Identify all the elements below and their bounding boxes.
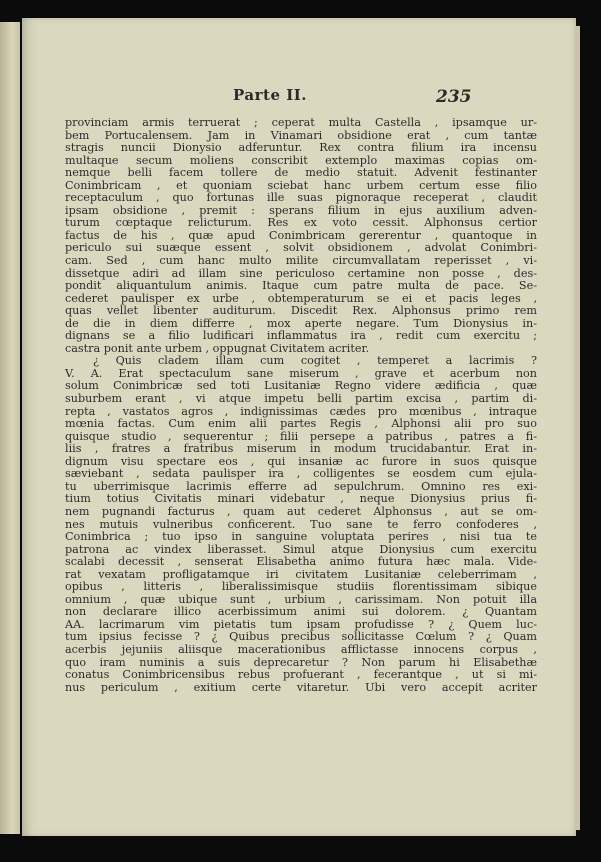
text-line: nes mutuis vulneribus conficerent. Tuo sane te ferro confoderes , bbox=[65, 517, 537, 531]
text-line: conatus Conimbricensibus rebus profuerant , fecerantque , ut si mi- bbox=[65, 668, 537, 682]
text-line: omnium , quæ ubique sunt , urbium , carissimam. Non potuit illa bbox=[65, 592, 537, 606]
text-line: dignum visu spectare eos , qui insaniæ ac furore in suos quisque bbox=[65, 454, 537, 468]
text-line: rat vexatam profligatamque iri civitatem Lusitaniæ celeberrimam , bbox=[65, 567, 537, 581]
text-line: suburbem erant , vi atque impetu belli partim excisa , partim di- bbox=[65, 392, 537, 406]
text-line: V. A. Erat spectaculum sane miserum , grave et acerbum non bbox=[65, 366, 537, 380]
text-line: periculo sui suæque essent , solvit obsidionem , advolat Conimbri- bbox=[65, 241, 537, 255]
text-line: liis , fratres a fratribus miserum in modum trucidabantur. Erat in- bbox=[65, 442, 537, 456]
text-line: opibus , litteris , liberalissimisque studiis florentissimam sibique bbox=[65, 580, 537, 594]
text-line: Conimbricam , et quoniam sciebat hanc urbem certum esse filio bbox=[65, 178, 537, 192]
text-line: non declarare illico acerbissimum animi sui dolorem. ¿ Quantam bbox=[65, 605, 537, 619]
text-line: AA. lacrimarum vim pietatis tum ipsam profudisse ? ¿ Quem luc- bbox=[65, 617, 537, 631]
text-line: ipsam obsidione , premit : sperans filium in ejus auxilium adven- bbox=[65, 203, 537, 217]
text-line: nemque belli facem tollere de medio statuit. Advenit festinanter bbox=[65, 166, 537, 180]
text-line: sæviebant , sedata paulisper ira , colligentes se eosdem cum ejula- bbox=[65, 467, 537, 481]
text-line: castra ponit ante urbem , oppugnat Civitatem acriter. bbox=[65, 341, 370, 355]
text-line: nus periculum , exitium certe vitaretur. Ubi vero accepit acriter bbox=[65, 680, 537, 694]
text-line: tu uberrimisque lacrimis efferre ad sepulchrum. Omnino res exi- bbox=[65, 479, 537, 493]
text-line: quisque studio , sequerentur ; filii persepe a patribus , patres a fi- bbox=[65, 429, 537, 443]
text-line: dignans se a filio ludificari inflammatus ira , redit cum exercitu ; bbox=[65, 329, 537, 343]
text-line: scalabi decessit , senserat Elisabetha animo futura hæc mala. Vide- bbox=[65, 555, 537, 569]
page-number: 235 bbox=[436, 87, 472, 107]
text-line: nem pugnandi facturus , quam aut cederet Alphonsus , aut se om- bbox=[65, 504, 537, 518]
text-line: ¿ Quis cladem illam cum cogitet , temperet a lacrimis ? bbox=[93, 354, 537, 368]
text-line: Conimbrica ; tuo ipso in sanguine voluptata perires , nisi tua te bbox=[65, 530, 537, 544]
text-line: turum cœptaque relicturum. Res ex voto cessit. Alphonsus certior bbox=[65, 216, 537, 230]
text-line: dissetque adiri ad illam sine periculoso certamine non posse , des- bbox=[65, 266, 537, 280]
body-text bbox=[65, 117, 537, 694]
text-line: patrona ac vindex liberasset. Simul atque Dionysius cum exercitu bbox=[65, 542, 537, 556]
text-line: stragis nuncii Dionysio adferuntur. Rex contra filium ira incensu bbox=[65, 141, 537, 155]
text-line: provinciam armis terruerat ; ceperat multa Castella , ipsamque ur- bbox=[65, 116, 537, 129]
text-line: repta , vastatos agros , indignissimas cædes pro mœnibus , intraque bbox=[65, 404, 537, 418]
text-line: de die in diem differre , mox aperte negare. Tum Dionysius in- bbox=[65, 316, 537, 330]
page-fore-edge bbox=[576, 26, 580, 830]
running-head: Parte II. bbox=[233, 86, 307, 104]
text-line: tium totius Civitatis minari videbatur , neque Dionysius prius fi- bbox=[65, 492, 537, 506]
text-line: receptaculum , quo fortunas ille suas pignoraque receperat , claudit bbox=[65, 191, 537, 205]
text-line: cederet paulisper ex urbe , obtemperaturum se ei et pacis leges , bbox=[65, 291, 537, 305]
text-line: pondit aliquantulum animis. Itaque cum patre multa de pace. Se- bbox=[65, 279, 537, 293]
text-line: mœnia factas. Cum enim alii partes Regis , Alphonsi alii pro suo bbox=[65, 417, 537, 431]
text-line: bem Portucalensem. Jam in Vinamari obsidione erat , cum tantæ bbox=[65, 128, 537, 142]
text-line: solum Conimbricæ sed toti Lusitaniæ Regno videre ædificia , quæ bbox=[65, 379, 537, 393]
text-line: quo iram numinis a suis deprecaretur ? Non parum hi Elisabethæ bbox=[65, 655, 537, 669]
text-line: multaque secum moliens conscribit extemplo maximas copias om- bbox=[65, 153, 537, 167]
text-line: acerbis jejuniis aliisque macerationibus afflictasse innocens corpus , bbox=[65, 642, 537, 656]
text-line: cam. Sed , cum hanc multo milite circumvallatam reperisset , vi- bbox=[65, 254, 537, 268]
text-line: factus de his , quæ apud Conimbricam gererentur , quantoque in bbox=[65, 228, 537, 242]
text-line: tum ipsius fecisse ? ¿ Quibus precibus sollicitasse Cœlum ? ¿ Quam bbox=[65, 630, 537, 644]
facing-page-edge bbox=[0, 22, 20, 834]
text-line: quas vellet libenter auditurum. Discedit Rex. Alphonsus primo rem bbox=[65, 304, 537, 318]
